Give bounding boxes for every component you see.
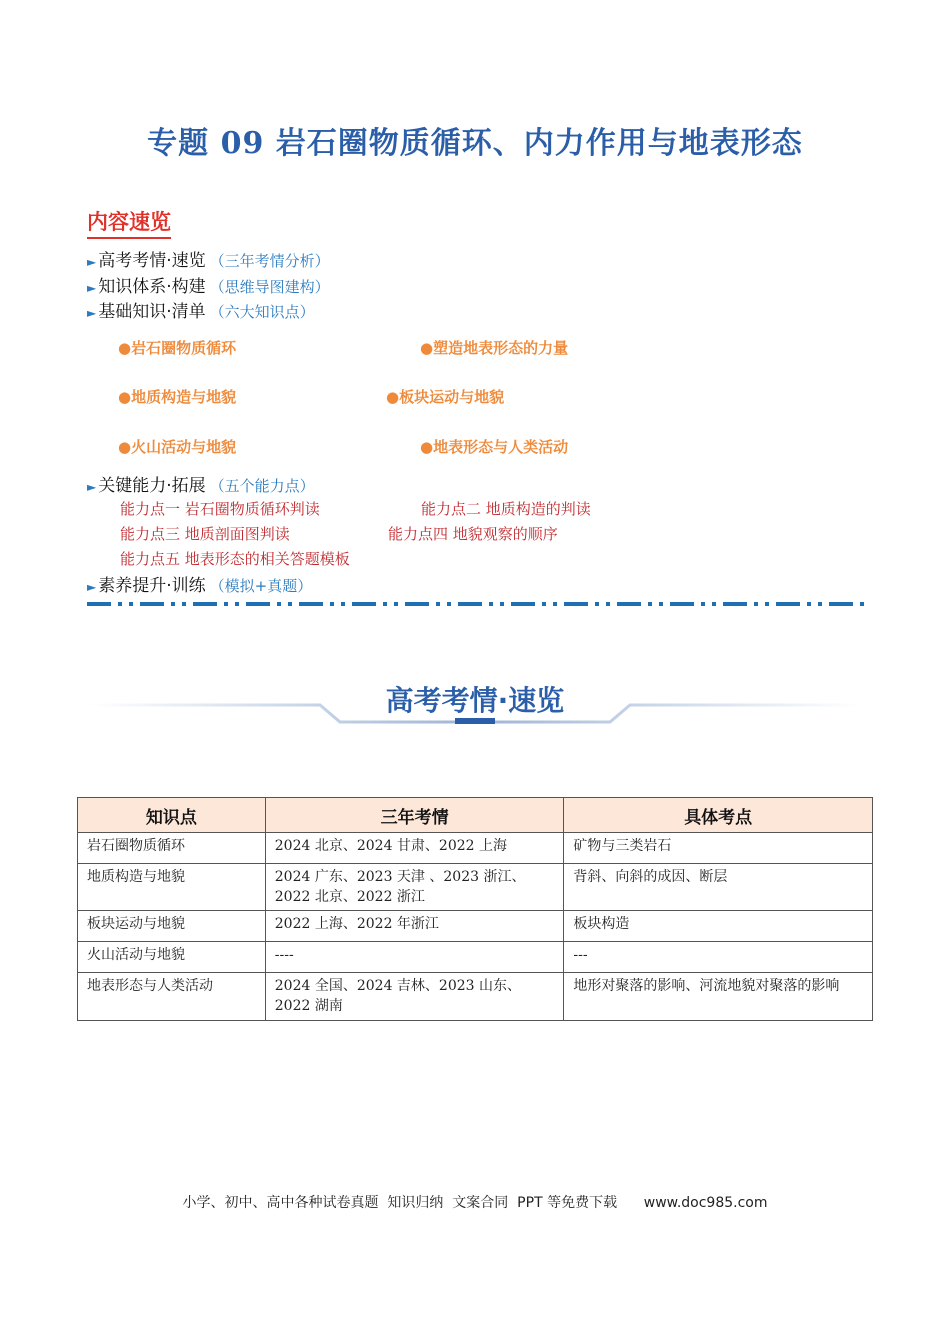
knowledge-point: ●火山活动与地貌 bbox=[118, 438, 237, 456]
column-header: 具体考点 bbox=[564, 798, 873, 833]
toc-item bbox=[87, 246, 330, 271]
table-cell: 板块构造 bbox=[564, 911, 873, 942]
table-cell: 2024 广东、2023 天津 、2023 浙江、2022 北京、2022 浙江 bbox=[265, 864, 564, 911]
table-cell: ---- bbox=[265, 942, 564, 973]
table-cell: 岩石圈物质循环 bbox=[78, 833, 266, 864]
knowledge-point: ●塑造地表形态的力量 bbox=[420, 339, 569, 357]
knowledge-point: ●地表形态与人类活动 bbox=[420, 438, 569, 456]
arrow-icon: ► bbox=[87, 306, 97, 320]
ability-point: 能力点二 地质构造的判读 bbox=[421, 500, 591, 518]
toc-note: （六大知识点） bbox=[209, 303, 315, 321]
table-row bbox=[78, 833, 873, 864]
table-cell: 板块运动与地貌 bbox=[78, 911, 266, 942]
toc-item bbox=[87, 297, 315, 322]
table-header-row bbox=[78, 798, 873, 833]
table-cell: 地表形态与人类活动 bbox=[78, 973, 266, 1021]
toc-note: （模拟+真题） bbox=[209, 577, 313, 595]
toc-text: 关键能力·拓展 bbox=[98, 476, 206, 496]
column-header: 知识点 bbox=[78, 798, 266, 833]
toc-note: （五个能力点） bbox=[209, 477, 315, 495]
arrow-icon: ► bbox=[87, 580, 97, 594]
ability-point: 能力点五 地表形态的相关答题模板 bbox=[120, 550, 350, 568]
table-row bbox=[78, 973, 873, 1021]
banner-title: 高考考情·速览 bbox=[385, 684, 565, 717]
toc-text: 素养提升·训练 bbox=[98, 576, 206, 596]
arrow-icon: ► bbox=[87, 480, 97, 494]
toc-note: （三年考情分析） bbox=[209, 252, 330, 270]
arrow-icon: ► bbox=[87, 255, 97, 269]
column-header: 三年考情 bbox=[265, 798, 564, 833]
table-cell: 地形对聚落的影响、河流地貌对聚落的影响 bbox=[564, 973, 873, 1021]
arrow-icon: ► bbox=[87, 281, 97, 295]
table-cell: --- bbox=[564, 942, 873, 973]
table-cell: 火山活动与地貌 bbox=[78, 942, 266, 973]
toc-item bbox=[87, 272, 330, 297]
section-label: 内容速览 bbox=[87, 206, 171, 239]
table-row bbox=[78, 864, 873, 911]
table-row bbox=[78, 942, 873, 973]
ability-point: 能力点四 地貌观察的顺序 bbox=[388, 525, 558, 543]
toc-text: 基础知识·清单 bbox=[98, 302, 206, 322]
ability-point: 能力点三 地质剖面图判读 bbox=[120, 525, 290, 543]
exam-table bbox=[77, 797, 873, 1021]
knowledge-point: ●板块运动与地貌 bbox=[386, 388, 505, 406]
table-cell: 背斜、向斜的成因、断层 bbox=[564, 864, 873, 911]
toc-text: 知识体系·构建 bbox=[98, 277, 206, 297]
table-cell: 矿物与三类岩石 bbox=[564, 833, 873, 864]
toc-text: 高考考情·速览 bbox=[98, 251, 206, 271]
toc-note: （思维导图建构） bbox=[209, 278, 330, 296]
table-cell: 2024 全国、2024 吉林、2023 山东、2022 湖南 bbox=[265, 973, 564, 1021]
page-footer: 小学、初中、高中各种试卷真题 知识归纳 文案合同 PPT 等免费下载 www.doc985.com bbox=[182, 1195, 768, 1211]
dash-divider bbox=[87, 602, 865, 606]
knowledge-point: ●地质构造与地貌 bbox=[118, 388, 237, 406]
table-cell: 2024 北京、2024 甘肃、2022 上海 bbox=[265, 833, 564, 864]
page-title: 专题 09 岩石圈物质循环、内力作用与地表形态 bbox=[147, 126, 803, 161]
table-cell: 2022 上海、2022 年浙江 bbox=[265, 911, 564, 942]
ability-point: 能力点一 岩石圈物质循环判读 bbox=[120, 500, 320, 518]
table-cell: 地质构造与地貌 bbox=[78, 864, 266, 911]
knowledge-point: ●岩石圈物质循环 bbox=[118, 339, 237, 357]
toc-item bbox=[87, 571, 312, 596]
table-row bbox=[78, 911, 873, 942]
toc-item bbox=[87, 471, 315, 496]
